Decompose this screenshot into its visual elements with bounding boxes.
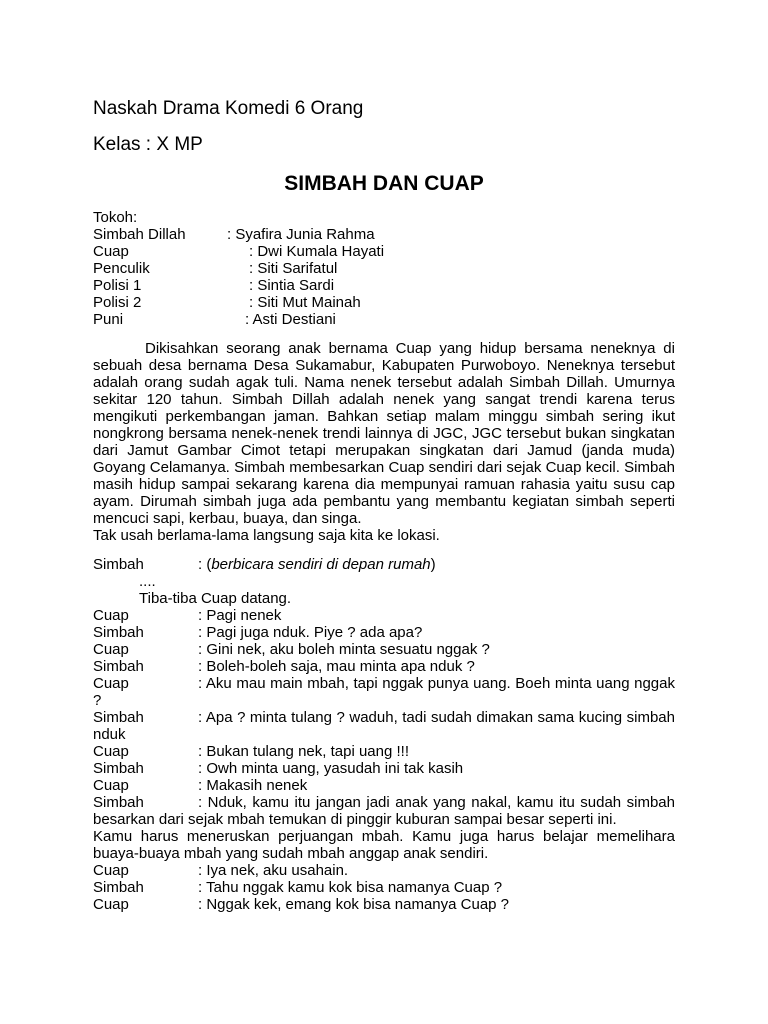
speaker-name: Cuap bbox=[93, 675, 129, 692]
dialogue-text: : Nggak kek, emang kok bisa namanya Cuap ? bbox=[198, 896, 510, 913]
stage-note: Tiba-tiba Cuap datang. bbox=[139, 590, 292, 607]
dialogue-text: : Iya nek, aku usahain. bbox=[198, 862, 349, 879]
dialogue-line bbox=[93, 777, 675, 794]
dialogue-line bbox=[93, 709, 675, 743]
speaker-name: Cuap bbox=[93, 862, 129, 879]
dialogue-line bbox=[93, 896, 675, 913]
dialogue bbox=[93, 556, 675, 913]
narration bbox=[93, 340, 675, 544]
dialogue-text: : Makasih nenek bbox=[198, 777, 308, 794]
speaker-name: Simbah bbox=[93, 709, 144, 726]
dialogue-line bbox=[93, 828, 675, 862]
cast-actor: : Dwi Kumala Hayati bbox=[249, 243, 385, 260]
speaker-name: Simbah bbox=[93, 794, 144, 811]
cast-name: Penculik bbox=[93, 260, 150, 277]
dialogue-line bbox=[93, 760, 675, 777]
dialogue-text bbox=[93, 556, 675, 573]
speaker-name: Cuap bbox=[93, 743, 129, 760]
dialogue-line bbox=[93, 607, 675, 624]
dialogue-text: : Boleh-boleh saja, mau minta apa nduk ? bbox=[198, 658, 475, 675]
cast-label: Tokoh: bbox=[93, 209, 138, 226]
dialogue-text: : Tahu nggak kamu kok bisa namanya Cuap ? bbox=[198, 879, 503, 896]
narration-paragraph: Dikisahkan seorang anak bernama Cuap yang hidup bersama neneknya di sebuah desa bernama Desa Sukamabur, Kabupaten Purwoboyo. Neneknya tersebut adalah orang sudah agak tuli. Nama nenek tersebut adalah Simbah Dillah. Umurnya sekitar 120 tahun. Simbah Dillah adalah nenek yang sangat trendi karena terus mengikuti perkembangan jaman. Bahkan setiap malam minggu simbah sering ikut nongkrong bersama nenek-nenek trendi lainnya di JGC, JGC tersebut bukan singkatan dari Jamut Gambar Cimot tetapi merupakan singkatan dari Jamud (janda muda) Goyang Celamanya. Simbah membesarkan Cuap sendiri dari sejak Cuap kecil. Simbah masih hidup sampai sekarang karena dia mempunyai ramuan rahasia yaitu susu cap ayam. Dirumah simbah juga ada pembantu yang membantu kegiatan simbah seperti mencuci sapi, kerbau, buaya, dan singa. bbox=[93, 340, 675, 527]
cast-list bbox=[93, 209, 675, 328]
cast-row bbox=[93, 294, 675, 311]
cast-row bbox=[93, 243, 675, 260]
dialogue-line bbox=[93, 556, 675, 573]
cast-actor: : Syafira Junia Rahma bbox=[227, 226, 375, 243]
dialogue-line bbox=[93, 743, 675, 760]
speaker-name: Simbah bbox=[93, 658, 144, 675]
narration-closing: Tak usah berlama-lama langsung saja kita ke lokasi. bbox=[93, 527, 440, 544]
dialogue-line bbox=[93, 658, 675, 675]
dialogue-text: : Owh minta uang, yasudah ini tak kasih bbox=[198, 760, 464, 777]
speaker-name: Cuap bbox=[93, 607, 129, 624]
dialogue-line bbox=[93, 862, 675, 879]
cast-actor: : Asti Destiani bbox=[245, 311, 336, 328]
cast-name: Polisi 1 bbox=[93, 277, 142, 294]
speaker-name: Simbah bbox=[93, 624, 144, 641]
dialogue-line bbox=[93, 675, 675, 709]
dialogue-line bbox=[93, 624, 675, 641]
dialogue-text: : Aku mau main mbah, tapi nggak punya uang. Boeh minta uang nggak ? bbox=[93, 675, 675, 709]
cast-name: Cuap bbox=[93, 243, 129, 260]
cast-row bbox=[93, 226, 675, 243]
cast-actor: : Siti Mut Mainah bbox=[249, 294, 361, 311]
stage-direction-open: : ( bbox=[198, 556, 212, 573]
cast-row bbox=[93, 277, 675, 294]
cast-row bbox=[93, 260, 675, 277]
header-line-2: Kelas : X MP bbox=[93, 134, 203, 155]
cast-row bbox=[93, 311, 675, 328]
dialogue-line bbox=[93, 879, 675, 896]
cast-actor: : Siti Sarifatul bbox=[249, 260, 338, 277]
dialogue-line bbox=[93, 641, 675, 658]
dialogue-text: : Bukan tulang nek, tapi uang !!! bbox=[198, 743, 409, 760]
speaker-name: Cuap bbox=[93, 896, 129, 913]
dialogue-text: : Gini nek, aku boleh minta sesuatu nggak ? bbox=[198, 641, 490, 658]
dialogue-text: Kamu harus meneruskan perjuangan mbah. Kamu juga harus belajar memelihara buaya-buaya mbah yang sudah mbah anggap anak sendiri. bbox=[93, 828, 675, 862]
dialogue-text: : Apa ? minta tulang ? waduh, tadi sudah dimakan sama kucing simbah nduk bbox=[93, 709, 675, 743]
stage-direction-close: ) bbox=[430, 556, 436, 573]
dialogue-text: : Pagi juga nduk. Piye ? ada apa? bbox=[198, 624, 423, 641]
cast-name: Polisi 2 bbox=[93, 294, 142, 311]
dialogue-line bbox=[93, 794, 675, 828]
ellipsis: .... bbox=[139, 573, 156, 590]
speaker-name: Simbah bbox=[93, 879, 144, 896]
speaker-name: Cuap bbox=[93, 777, 129, 794]
drama-title: SIMBAH DAN CUAP bbox=[284, 172, 484, 195]
dialogue-text: : Nduk, kamu itu jangan jadi anak yang nakal, kamu itu sudah simbah besarkan dari sejak mbah temukan di pinggir kuburan sampai besar seperti ini. bbox=[93, 794, 675, 828]
cast-actor: : Sintia Sardi bbox=[249, 277, 335, 294]
speaker-name: Simbah bbox=[93, 760, 144, 777]
header-line-1: Naskah Drama Komedi 6 Orang bbox=[93, 98, 364, 119]
dialogue-text: : Pagi nenek bbox=[198, 607, 282, 624]
cast-name: Simbah Dillah bbox=[93, 226, 186, 243]
stage-direction: berbicara sendiri di depan rumah bbox=[211, 556, 431, 573]
speaker-name: Simbah bbox=[93, 556, 144, 573]
cast-name: Puni bbox=[93, 311, 124, 328]
speaker-name: Cuap bbox=[93, 641, 129, 658]
